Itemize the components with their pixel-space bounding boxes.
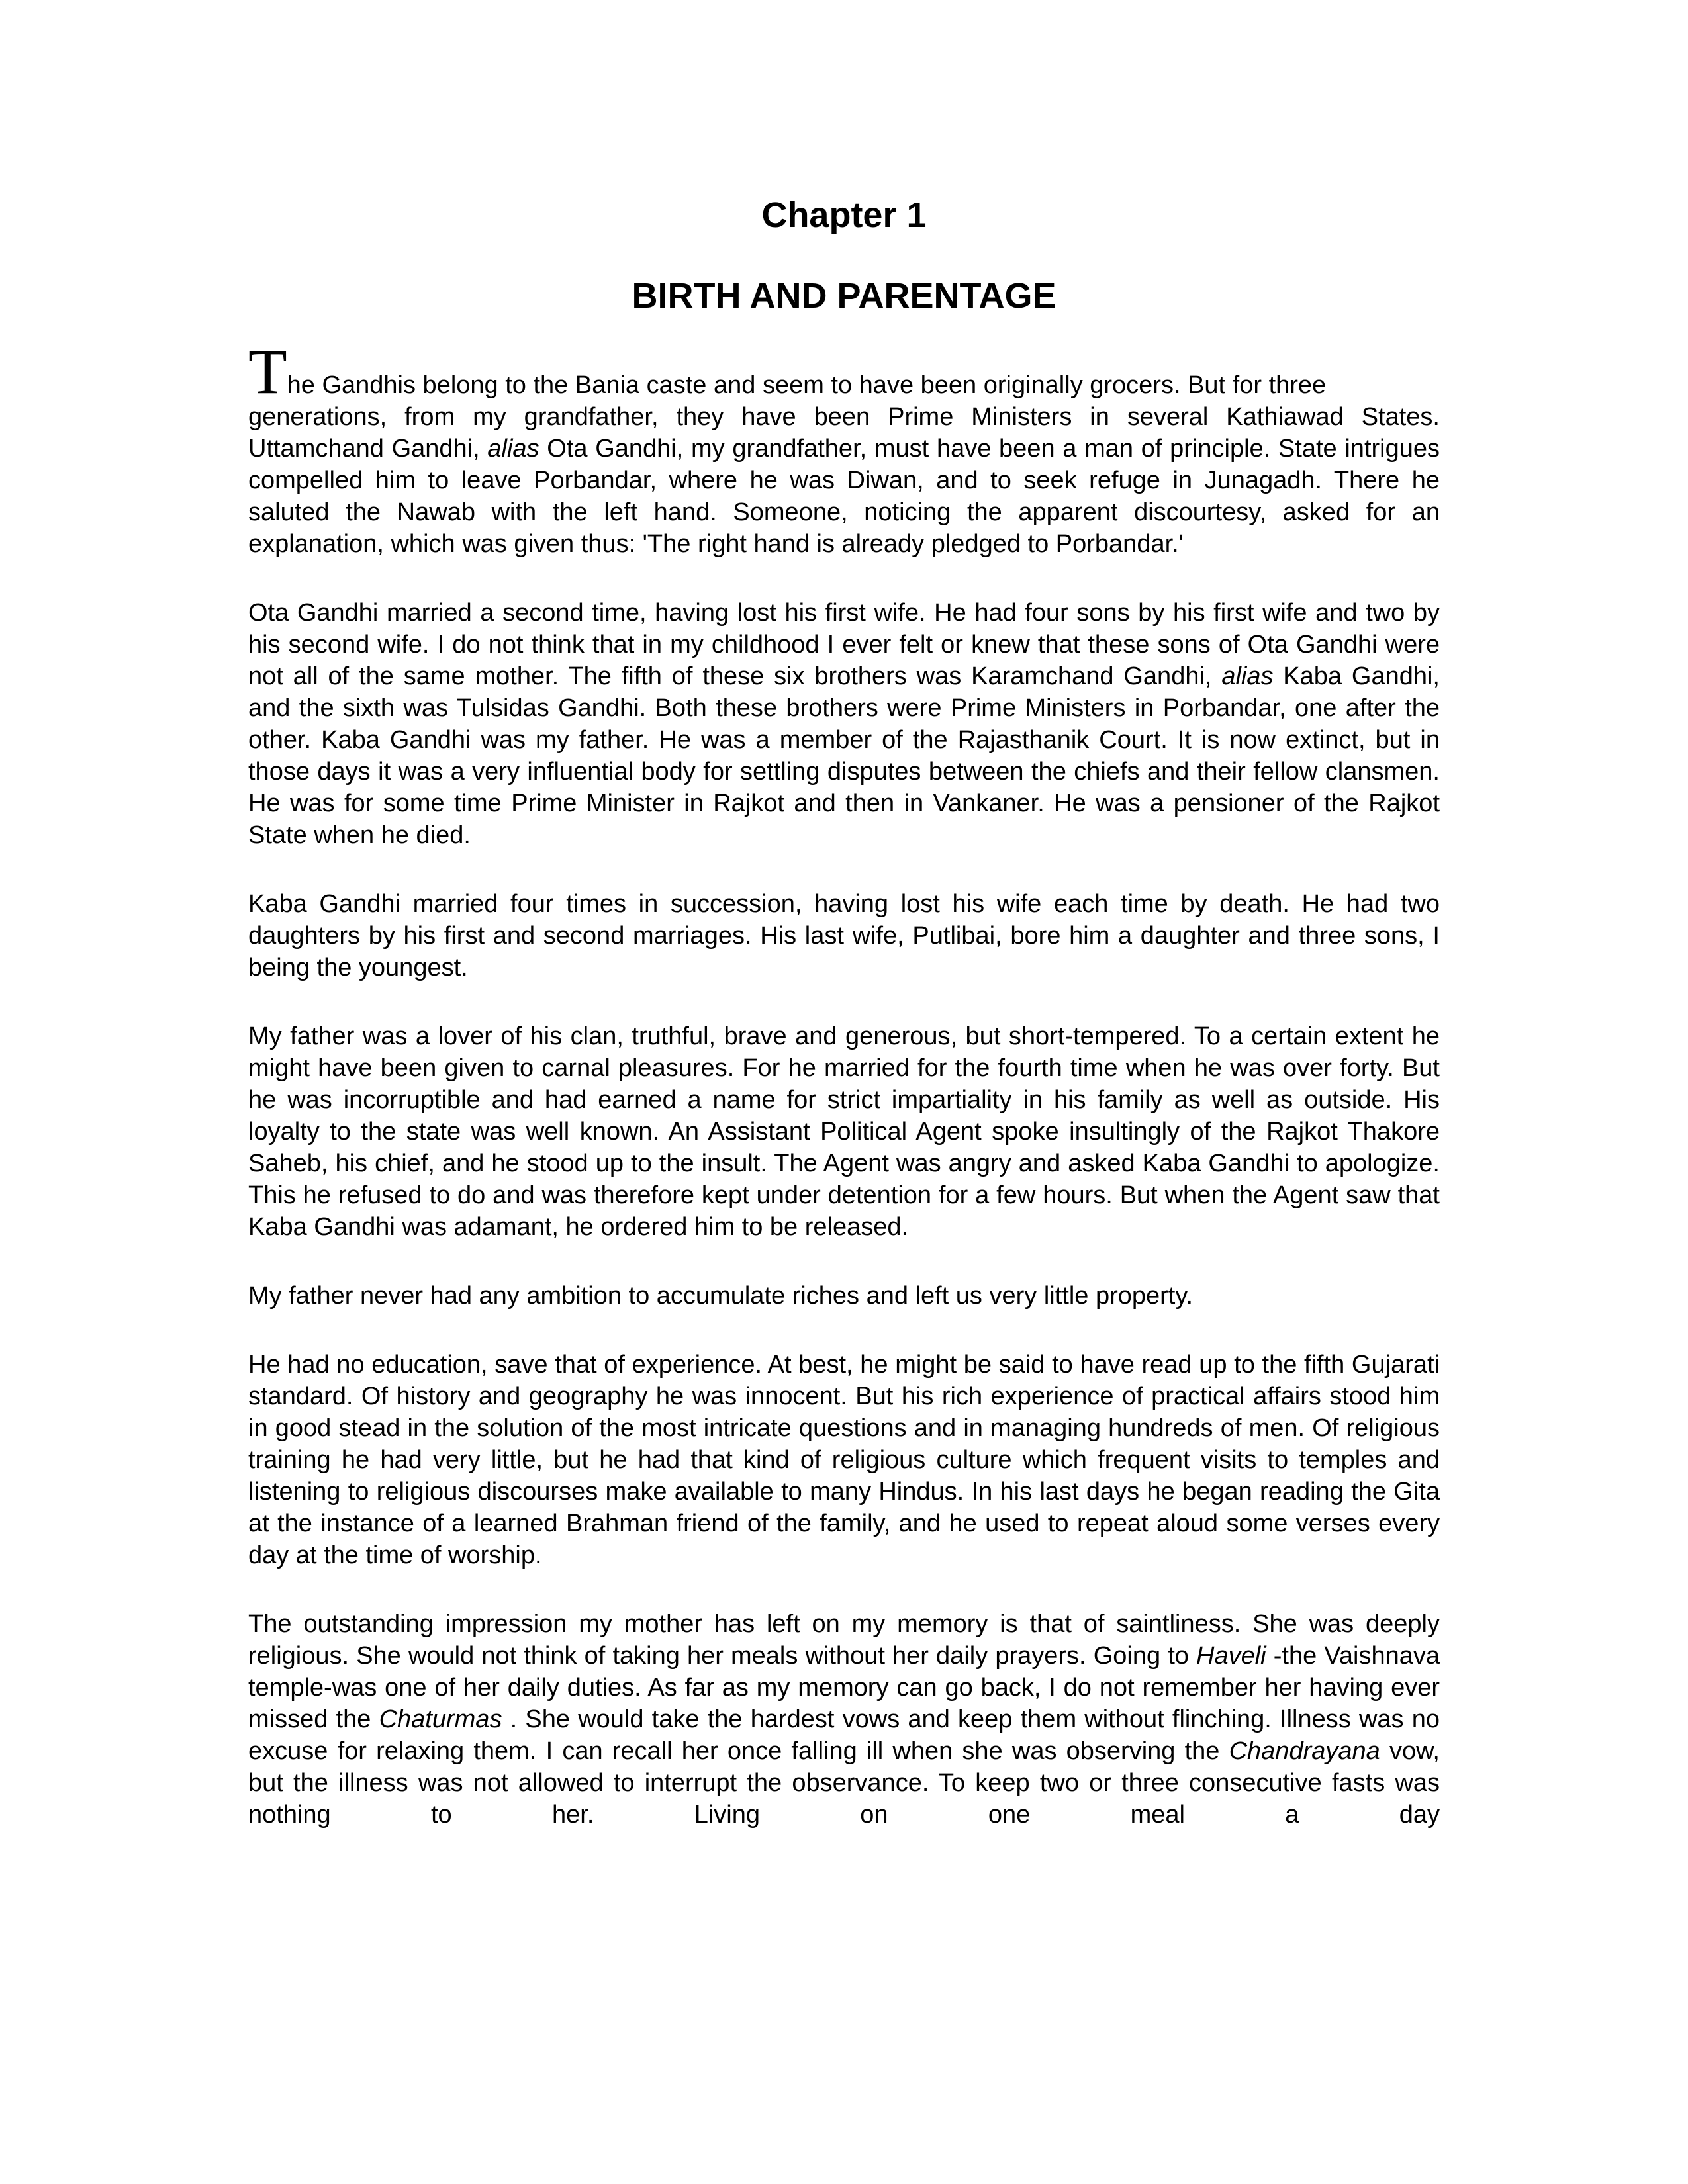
- paragraph-7-text-b: -the Vaishnava temple-was one of her daily duties. As far as my memory can go back, I do not remember her having ever missed the: [248, 1642, 1440, 1733]
- italic-haveli: Haveli: [1196, 1642, 1266, 1670]
- drop-cap: T: [248, 336, 287, 407]
- italic-chandrayana: Chandrayana: [1229, 1737, 1380, 1765]
- paragraph-5: My father never had any ambition to accumulate riches and left us very little property.: [248, 1282, 1194, 1310]
- paragraph-1-text-a: generations, from my grandfather, they have been Prime Ministers in several Kathiawad States. Uttamchand Gandhi,: [248, 403, 1440, 463]
- italic-alias: alias: [1221, 662, 1274, 690]
- first-line-text: he Gandhis belong to the Bania caste and seem to have been originally grocers. But for three: [287, 371, 1327, 399]
- paragraph-4: My father was a lover of his clan, truthful, brave and generous, but short-tempered. To a certain extent he might have been given to carnal pleasures. For he married for the fourth time when he was over forty. But he was incorruptible and had earned a name for strict impartiality in his family as well as outside. His loyalty to the state was well known. An Assistant Political Agent spoke insultingly of the Rajkot Thakore Saheb, his chief, and he stood up to the insult. The Agent was angry and asked Kaba Gandhi to apologize. This he refused to do and was therefore kept under detention for a few hours. But when the Agent saw that Kaba Gandhi was adamant, he ordered him to be released.: [248, 1023, 1440, 1241]
- paragraph-2: [248, 597, 1440, 851]
- paragraph-3: Kaba Gandhi married four times in succession, having lost his wife each time by death. He had two daughters by his first and second marriages. His last wife, Putlibai, bore him a daughter and three sons, I being the youngest.: [248, 890, 1440, 981]
- paragraph-7-text-a: The outstanding impression my mother has left on my memory is that of saintliness. She was deeply religious. She would not think of taking her meals without her daily prayers. Going to: [248, 1610, 1440, 1670]
- paragraph-1: [248, 336, 1440, 560]
- paragraph-6: He had no education, save that of experience. At best, he might be said to have read up to the fifth Gujarati standard. Of history and geography he was innocent. But his rich experience of practical affairs stood him in good stead in the solution of the most intricate questions and in managing hundreds of men. Of religious training he had very little, but he had that kind of religious culture which frequent visits to temples and listening to religious discourses make available to many Hindus. In his last days he began reading the Gita at the instance of a learned Brahman friend of the family, and he used to repeat aloud some verses every day at the time of worship.: [248, 1351, 1440, 1569]
- paragraph-7-text-c: . She would take the hardest vows and keep them without flinching. Illness was no excuse for relaxing them. I can recall her once falling ill when she was observing the: [248, 1706, 1440, 1765]
- chapter-title: BIRTH AND PARENTAGE: [632, 276, 1056, 316]
- paragraph-1-text-b: Ota Gandhi, my grandfather, must have been a man of principle. State intrigues compelled him to leave Porbandar, where he was Diwan, and to seek refuge in Junagadh. There he saluted the Nawab with the left hand. Someone, noticing the apparent discourtesy, asked for an explanation, which was given thus: 'The right hand is already pledged to Porbandar.': [248, 435, 1440, 558]
- chapter-number: Chapter 1: [761, 195, 927, 235]
- paragraph-7-text-d: vow, but the illness was not allowed to interrupt the observance. To keep two or three consecutive fasts was nothing to her. Living on one meal a day: [248, 1737, 1440, 1829]
- paragraph-2-text-a: Ota Gandhi married a second time, having lost his first wife. He had four sons by his first wife and two by his second wife. I do not think that in my childhood I ever felt or knew that these sons of Ota Gandhi were not all of the same mother. The fifth of these six brothers was Karamchand Gandhi,: [248, 599, 1440, 690]
- first-line: [248, 336, 1440, 407]
- paragraph-2-text-b: Kaba Gandhi, and the sixth was Tulsidas Gandhi. Both these brothers were Prime Ministers in Porbandar, one after the other. Kaba Gandhi was my father. He was a member of the Rajasthanik Court. It is now extinct, but in those days it was a very influential body for settling disputes between the chiefs and their fellow clansmen. He was for some time Prime Minister in Rajkot and then in Vankaner. He was a pensioner of the Rajkot State when he died.: [248, 662, 1440, 849]
- italic-chaturmas: Chaturmas: [379, 1706, 502, 1733]
- paragraph-7: [248, 1608, 1440, 1831]
- chapter-body: [248, 336, 1440, 1831]
- italic-alias: alias: [487, 435, 539, 463]
